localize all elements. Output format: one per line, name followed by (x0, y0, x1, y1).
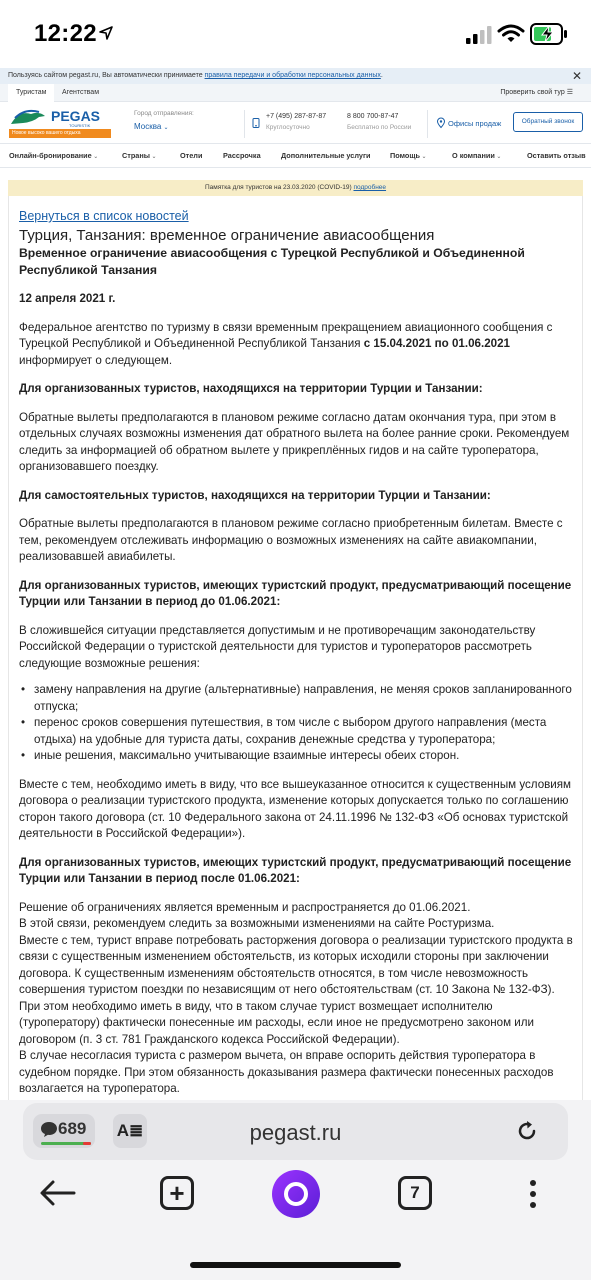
paragraph: Вместе с тем, турист вправе потребовать расторжения договора о реализации туристского продукта в связи с существенным изменением обстоятельств, из которых исходили стороны при заключении договора. К существенным изменениям обстоятельств относятся, в том числе невозможность совершения туристом поездки по независящим от него обстоятельствам (ст. 10 Закона № 132-ФЗ). При этом необходимо иметь в виду, что в таком случае турист возмещает исполнителю (туроператору) фактически понесенные им расходы, если иное не предусмотрено законом или договором (п. 3 ст. 781 Гражданского кодекса Российской Федерации). (19, 933, 573, 1046)
intro-period: с 15.04.2021 по 01.06.2021 (363, 337, 510, 350)
address-bar[interactable] (23, 1103, 568, 1160)
cookie-banner (0, 68, 591, 84)
tabs-icon[interactable]: 7 (398, 1176, 432, 1210)
article-subtitle: Временное ограничение авиасообщения с Турецкой Республикой и Объединенной Республикой Танзания (19, 246, 525, 277)
nav-label: Помощь (390, 151, 421, 160)
chevron-down-icon: ⌄ (163, 125, 169, 131)
intro-text-end: информирует о следующем. (19, 353, 173, 367)
alice-icon[interactable] (272, 1170, 320, 1218)
back-arrow-icon[interactable] (40, 1180, 76, 1206)
nav-about[interactable] (452, 144, 503, 168)
paragraph: Решение об ограничениях является временным и распространяется до 01.06.2021. (19, 900, 471, 914)
pegasus-logo-icon (9, 108, 111, 128)
chevron-down-icon: ⌄ (151, 154, 157, 160)
logo-subtitle: TOURISTIK (69, 123, 91, 128)
nav-online-booking[interactable] (9, 144, 100, 168)
covid-notice (8, 180, 583, 196)
chevron-down-icon: ⌄ (496, 154, 502, 160)
article-content (19, 204, 574, 1126)
departure-city-value: Москва (134, 122, 162, 131)
list-item: • замену направления на другие (альтернативные) направления, не меняя сроков запланированного отпуска; (19, 682, 574, 715)
cellular-signal-icon (466, 26, 492, 44)
main-nav (0, 144, 591, 168)
list-item: • перенос сроков совершения путешествия, в том числе с выбором другого направления (места отдыха) на удобные для туриста даты, сохранив денежные средства у туроператора; (19, 715, 574, 748)
section-heading: Для организованных туристов, имеющих туристский продукт, предусматривающий посещение Турции или Танзании в период после 01.06.2021: (19, 855, 572, 885)
section-heading: Для организованных туристов, имеющих туристский продукт, предусматривающий посещение Турции или Танзании в период до 01.06.2021: (19, 578, 572, 608)
browser-chrome (0, 1100, 591, 1280)
paragraph: Обратные вылеты предполагаются в плановом режиме согласно датам окончания тура, при этом в отдельных случаях возможны изменения дат обратного вылета на более ранние сроки. Рекомендуем следить за информацией об обратном вылете у прикреплённых гидов и на сайте туроператора, организовавшего поездку. (19, 410, 570, 473)
notice-more-link[interactable]: подробнее (353, 184, 387, 191)
nav-help[interactable] (390, 144, 428, 168)
reload-icon[interactable] (515, 1119, 539, 1143)
intro-paragraph (19, 320, 574, 370)
cookie-text: Пользуясь сайтом pegast.ru, Вы автоматически принимаете (8, 72, 205, 79)
web-page (0, 68, 591, 1100)
intro-text: Федеральное агентство по туризму в связи временным прекращением авиационного сообщения с Турецкой Республикой и Объединенной Республикой Танзания (19, 320, 553, 350)
divider (244, 110, 245, 138)
nav-extra-services[interactable]: Дополнительные услуги (281, 151, 371, 160)
phone-icon (252, 118, 260, 128)
tab-tourists[interactable]: Туристам (8, 84, 54, 102)
nav-countries[interactable] (122, 144, 158, 168)
paragraph: В случае несогласия туриста с размером вычета, он вправе оспорить действия туроператора в судебном порядке. При этом обязанность доказывания размера фактически понесенных расходов возлагается на туроператора. (19, 1049, 554, 1095)
close-icon[interactable]: ✕ (571, 69, 582, 83)
sales-offices-link[interactable]: Офисы продаж (448, 119, 502, 128)
nav-label: Онлайн-бронирование (9, 151, 92, 160)
logo-name: PEGAS (51, 108, 101, 124)
chevron-down-icon: ⌄ (93, 154, 99, 160)
new-tab-icon[interactable]: + (160, 1176, 194, 1210)
phone-1-note: Круглосуточно (266, 124, 310, 131)
paragraph: В сложившейся ситуации представляется допустимым и не противоречащим законодательству Российской Федерации о туристской деятельности для туристов и туроператоров рассмотреть следующие возможные решения: (19, 623, 536, 670)
section-heading: Для самостоятельных туристов, находящихся на территории Турции и Танзании: (19, 488, 491, 502)
more-icon[interactable] (529, 1179, 537, 1209)
logo-tagline: Новое высоко вашего отдыха (9, 129, 111, 138)
section-heading: Для организованных туристов, находящихся на территории Турции и Танзании: (19, 382, 483, 395)
pegas-logo[interactable] (9, 108, 111, 140)
nav-feedback[interactable]: Оставить отзыв (527, 151, 586, 160)
battery-icon (530, 23, 568, 45)
departure-city-select[interactable] (134, 122, 169, 131)
nav-installments[interactable]: Рассрочка (223, 151, 261, 160)
phone-2-note: Бесплатно по России (347, 124, 412, 131)
wifi-icon (498, 24, 524, 44)
url-domain[interactable]: pegast.ru (249, 1120, 342, 1145)
paragraph: В этой связи, рекомендуем следить за возможными изменениями на сайте Ростуризма. (19, 917, 495, 930)
reader-mode-icon[interactable]: A≣ (113, 1114, 147, 1148)
audience-tabs (0, 84, 591, 102)
check-tour-label: Проверить свой тур (500, 89, 565, 96)
cookie-policy-link[interactable]: правила передачи и обработки персональных данных (204, 72, 381, 79)
nav-label: Страны (122, 151, 150, 160)
notice-text: Памятка для туристов на 23.03.2020 (COVID-19) (204, 184, 354, 191)
article-date: 12 апреля 2021 г. (19, 292, 116, 305)
news-article (8, 196, 583, 1106)
list-icon: ☰ (566, 89, 573, 96)
paragraph: Обратные вылеты предполагаются в плановом режиме согласно приобретенным билетам. Вместе с тем, рекомендуем отслеживать информацию о возможных изменениях на сайте авиакомпании, реализовавшей авиабилеты. (19, 517, 563, 563)
departure-city-label: Город отправления: (134, 110, 194, 117)
chevron-down-icon: ⌄ (421, 154, 427, 160)
list-item: • иные решения, максимально учитывающие взаимные интересы обеих сторон. (19, 748, 574, 765)
paragraph: Вместе с тем, необходимо иметь в виду, что все вышеуказанное относится к существенным условиям договора о реализации туристского продукта, изменение которых допускается только по соглашению сторон такого договора (ст. 10 Федерального закона от 24.11.1996 № 132-ФЗ «Об основах туристской деятельности в Российской Федерации»). (19, 777, 572, 840)
phone-number-1[interactable]: +7 (495) 287-87-87 (266, 113, 327, 120)
back-to-news-link[interactable]: Вернуться в список новостей (19, 209, 189, 223)
status-time: 12:22 (34, 20, 97, 47)
check-tour-link[interactable] (500, 84, 573, 102)
phone-number-2[interactable]: 8 800 700-87-47 (347, 113, 399, 120)
location-arrow-icon (99, 26, 113, 40)
status-bar (0, 0, 591, 68)
divider (427, 110, 428, 138)
cookie-suffix: . (380, 72, 383, 79)
callback-button[interactable]: Обратный звонок (513, 112, 583, 132)
options-list (19, 682, 574, 765)
article-title: Турция, Танзания: временное ограничение авиасообщения (19, 227, 435, 244)
comments-count: 689 (58, 1119, 87, 1138)
browser-toolbar (0, 1162, 591, 1232)
map-pin-icon (437, 118, 445, 128)
nav-hotels[interactable]: Отели (180, 151, 203, 160)
home-indicator[interactable] (190, 1262, 401, 1268)
nav-label: О компании (452, 151, 495, 160)
site-header (0, 102, 591, 144)
tab-agencies[interactable]: Агентствам (62, 89, 100, 96)
